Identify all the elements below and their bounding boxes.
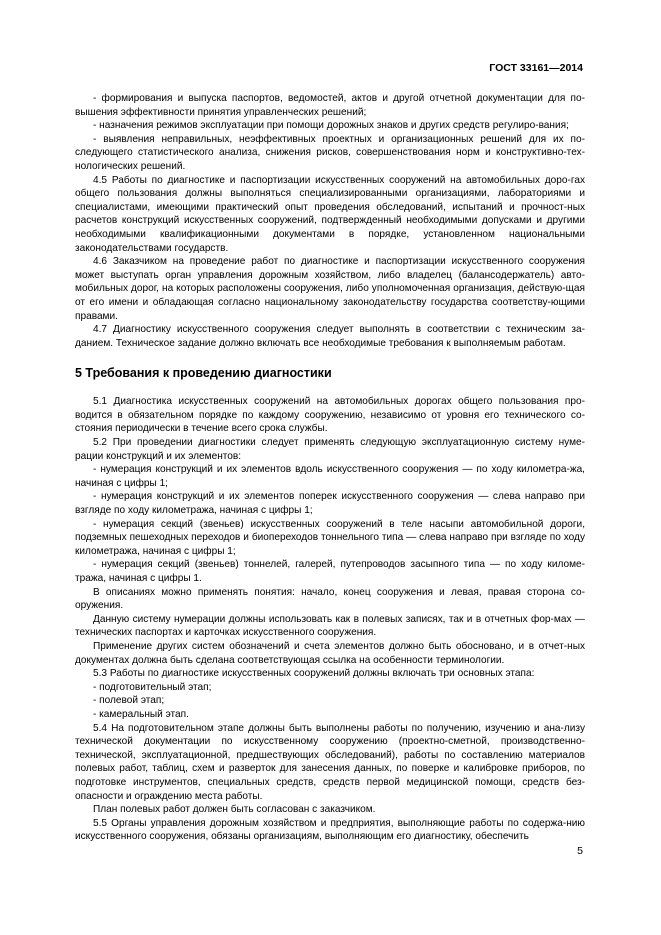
- paragraph: - назначения режимов эксплуатации при помощи дорожных знаков и других средств регулиро-вания;: [93, 120, 569, 132]
- standard-code: ГОСТ 33161—2014: [489, 62, 583, 74]
- page-number: 5: [577, 845, 583, 857]
- paragraph: - нумерация секций (звеньев) тоннелей, галерей, путепроводов засыпного типа — по ходу киломе-тража, начиная с цифры 1.: [75, 559, 585, 584]
- paragraph: - нумерация секций (звеньев) искусственных сооружений в теле насыпи автомобильной дороги, подземных пешеходных переходов и биопереходов тоннельного типа — слева направо при взгляде по ходу километража, начиная с цифры 1;: [75, 518, 585, 557]
- paragraph: - выявления неправильных, неэффективных проектных и организационных решений для их по-следующего статистического анализа, снижения рисков, совершенствования норм и конструктивно-тех-нологических решений.: [75, 133, 585, 172]
- paragraph: Данную систему нумерации должны использовать как в полевых записях, так и в отчетных фор-мах — технических паспортах и карточках искусственного сооружения.: [75, 613, 585, 639]
- paragraph: 5.5 Органы управления дорожным хозяйством и предприятия, выполняющие работы по содержа-нию искусственного сооружения, обязаны организациям, выполняющим его диагностику, обеспечить: [75, 817, 585, 843]
- paragraph: 4.5 Работы по диагностике и паспортизации искусственных сооружений на автомобильных доро-гах общего пользования должны выполняться специализированными организациями, лабораториями и специалистами, имеющими практический опыт проведения обследований, испытаний и прочност-ных расчетов конструкций искусственных сооружений, подтвержденный необходимыми допусками и другими необходимыми квалификационными документами в порядке, установленном национальными законодательствами государств.: [75, 174, 585, 254]
- paragraph: 4.7 Диагностику искусственного сооружения следует выполнять в соответствии с техническим за-данием. Техническое задание должно включать все необходимые требования к выполняемым работам.: [75, 324, 585, 349]
- paragraph: 5.3 Работы по диагностике искусственных сооружений должны включать три основных этапа:: [93, 668, 535, 680]
- paragraph: 5.4 На подготовительном этапе должны быть выполнены работы по получению, изучению и ана-лизу технической документации по искусственному сооружению (проектно-сметной, производственно-технической, эксплуатационной, предшествующих обследований), работы по составлению материалов полевых работ, таблиц, схем и разверток для занесения данных, по поверке и калибровке приборов, по подготовке инструментов, специальных средств, средств первой медицинской помощи, средств без-опасности и ограждению места работы.: [75, 722, 585, 802]
- paragraph: 4.6 Заказчиком на проведение работ по диагностике и паспортизации искусственного сооружения может выступать орган управления дорожным хозяйством, либо владелец (балансодержатель) авто-мобильных дорог, на которых расположены сооружения, либо уполномоченная организация, действую-щая от его имени и обладающая согласно национальному законодательству государства соответству-ющими правами.: [75, 256, 585, 322]
- paragraph: - формирования и выпуска паспортов, ведомостей, актов и другой отчетной документации для по-вышения эффективности принятия управленческих решений;: [75, 93, 585, 118]
- paragraph: - нумерация конструкций и их элементов вдоль искусственного сооружения — по ходу километра-жа, начиная с цифры 1;: [75, 464, 585, 489]
- paragraph: Применение других систем обозначений и счета элементов должно быть обосновано, и в отчет-ных документах должна быть сделана соответствующая ссылка на особенности терминологии.: [75, 640, 585, 666]
- paragraph: 5.1 Диагностика искусственных сооружений на автомобильных дорогах общего пользования про-водится в обязательном порядке по каждому сооружению, независимо от уровня его технического со-стояния периодически в течение всего срока службы.: [75, 396, 585, 435]
- paragraph: - камеральный этап.: [93, 708, 189, 720]
- paragraph: - нумерация конструкций и их элементов поперек искусственного сооружения — слева направо при взгляде по ходу километража, начиная с цифры 1;: [75, 491, 585, 517]
- paragraph: В описаниях можно применять понятия: начало, конец сооружения и левая, правая сторона со-оружения.: [75, 586, 585, 612]
- paragraph: 5.2 При проведении диагностики следует применять следующую эксплуатационную систему нуме-рации конструкций и их элементов:: [75, 437, 585, 462]
- document-body: [75, 92, 585, 844]
- paragraph: План полевых работ должен быть согласован с заказчиком.: [93, 804, 376, 816]
- paragraph: - подготовительный этап;: [93, 681, 212, 693]
- paragraph: - полевой этап;: [93, 695, 165, 707]
- section-heading: 5 Требования к проведению диагностики: [75, 366, 332, 381]
